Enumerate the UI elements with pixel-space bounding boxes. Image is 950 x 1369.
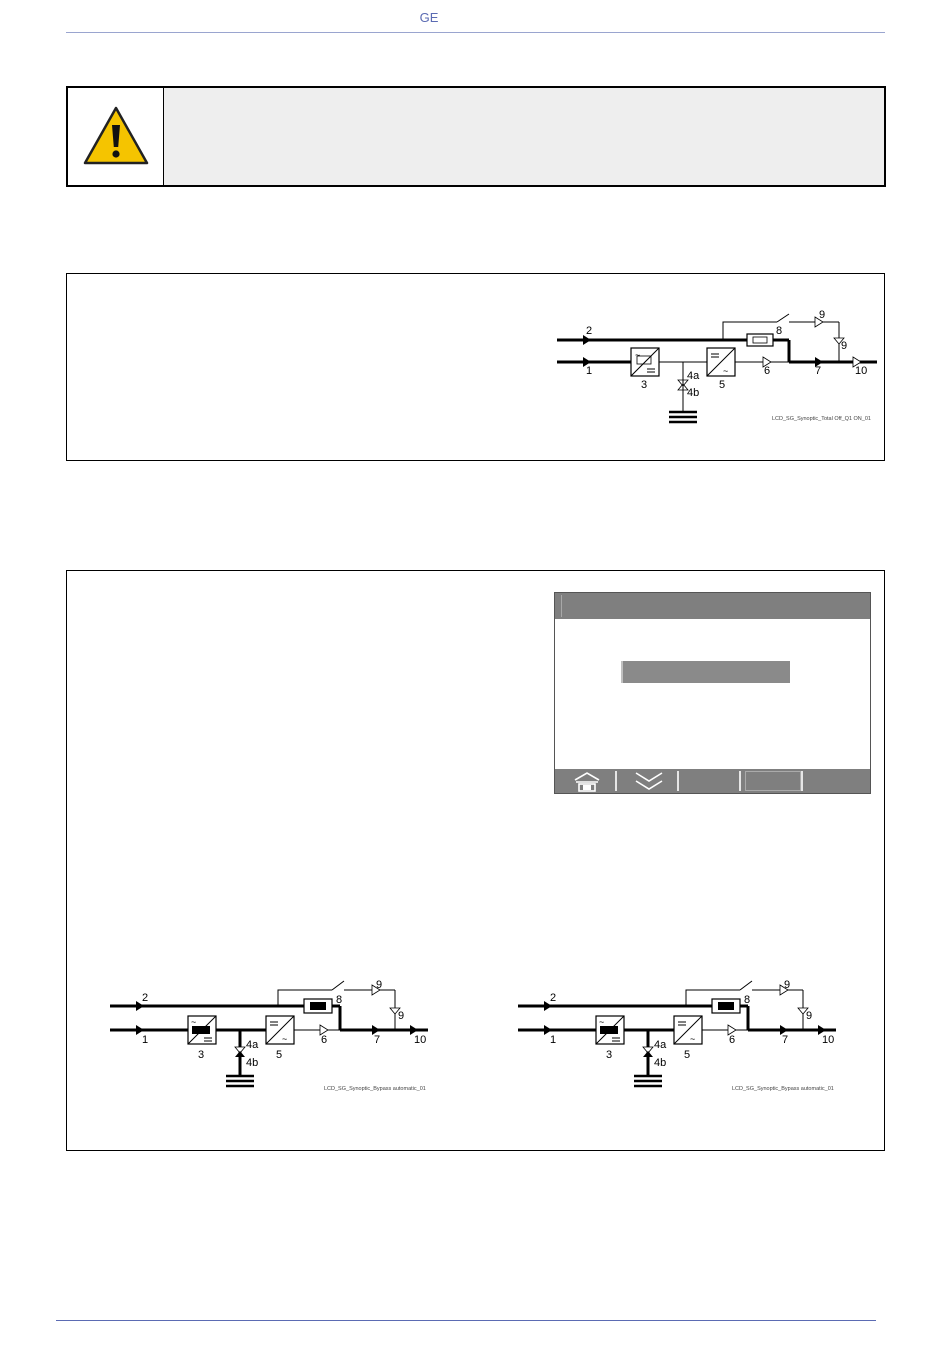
label-5: 5 bbox=[276, 1049, 283, 1061]
softkey-3[interactable] bbox=[681, 769, 741, 793]
label-9a: 9 bbox=[376, 979, 383, 991]
label-5: 5 bbox=[719, 379, 726, 391]
softkey-home[interactable] bbox=[557, 769, 617, 793]
lcd-softkey-bar bbox=[555, 769, 870, 793]
label-4b: 4b bbox=[654, 1057, 667, 1069]
home-icon bbox=[571, 770, 603, 792]
label-9b: 9 bbox=[806, 1010, 813, 1022]
softkey-scroll-down[interactable] bbox=[619, 769, 679, 793]
diagram-caption: LCD_SG_Synoptic_Bypass automatic_01 bbox=[732, 1086, 834, 1092]
label-4b: 4b bbox=[246, 1057, 259, 1069]
svg-text:~: ~ bbox=[282, 1034, 288, 1044]
label-5: 5 bbox=[684, 1049, 691, 1061]
warning-triangle-icon bbox=[82, 105, 150, 167]
label-3: 3 bbox=[198, 1049, 205, 1061]
label-1: 1 bbox=[550, 1034, 557, 1046]
label-9b: 9 bbox=[841, 340, 848, 352]
label-6: 6 bbox=[764, 365, 771, 377]
label-8: 8 bbox=[336, 994, 343, 1006]
svg-text:~: ~ bbox=[635, 350, 641, 360]
diagram-caption: LCD_SG_Synoptic_Total Off_Q1 ON_01 bbox=[772, 416, 871, 422]
label-7: 7 bbox=[782, 1034, 789, 1046]
svg-text:~: ~ bbox=[690, 1034, 696, 1044]
label-9b: 9 bbox=[398, 1010, 405, 1022]
label-4a: 4a bbox=[654, 1039, 667, 1051]
label-2: 2 bbox=[142, 992, 149, 1004]
label-2: 2 bbox=[586, 325, 593, 337]
label-1: 1 bbox=[586, 365, 593, 377]
svg-text:~: ~ bbox=[191, 1017, 197, 1027]
svg-text:~: ~ bbox=[599, 1017, 605, 1027]
label-7: 7 bbox=[815, 365, 822, 377]
label-6: 6 bbox=[321, 1034, 328, 1046]
softkey-4[interactable] bbox=[743, 769, 803, 793]
label-3: 3 bbox=[606, 1049, 613, 1061]
synoptic-diagram-bypass-left bbox=[110, 978, 440, 1098]
label-3: 3 bbox=[641, 379, 648, 391]
page-header-brand: GE bbox=[419, 10, 439, 25]
lcd-selected-menu-item[interactable] bbox=[621, 661, 790, 683]
warning-icon-cell bbox=[68, 88, 164, 185]
label-8: 8 bbox=[744, 994, 751, 1006]
label-8: 8 bbox=[776, 325, 783, 337]
label-9a: 9 bbox=[784, 979, 791, 991]
label-10: 10 bbox=[822, 1034, 835, 1046]
label-2: 2 bbox=[550, 992, 557, 1004]
synoptic-diagram-total-off bbox=[557, 300, 877, 430]
warning-box bbox=[66, 86, 886, 187]
lcd-screen bbox=[554, 592, 871, 794]
svg-text:~: ~ bbox=[723, 366, 729, 376]
label-4a: 4a bbox=[246, 1039, 259, 1051]
section-frame-1 bbox=[66, 273, 885, 461]
label-1: 1 bbox=[142, 1034, 149, 1046]
diagram-caption: LCD_SG_Synoptic_Bypass automatic_01 bbox=[324, 1086, 426, 1092]
label-4a: 4a bbox=[687, 370, 700, 382]
label-6: 6 bbox=[729, 1034, 736, 1046]
lcd-title-bar bbox=[555, 593, 870, 619]
label-9a: 9 bbox=[819, 309, 826, 321]
label-10: 10 bbox=[414, 1034, 427, 1046]
header-divider bbox=[66, 32, 885, 33]
double-chevron-down-icon bbox=[633, 770, 665, 792]
label-4b: 4b bbox=[687, 387, 700, 399]
softkey-5[interactable] bbox=[805, 769, 865, 793]
synoptic-diagram-bypass-right bbox=[518, 978, 848, 1098]
footer-divider bbox=[56, 1320, 876, 1321]
label-7: 7 bbox=[374, 1034, 381, 1046]
label-10: 10 bbox=[855, 365, 868, 377]
